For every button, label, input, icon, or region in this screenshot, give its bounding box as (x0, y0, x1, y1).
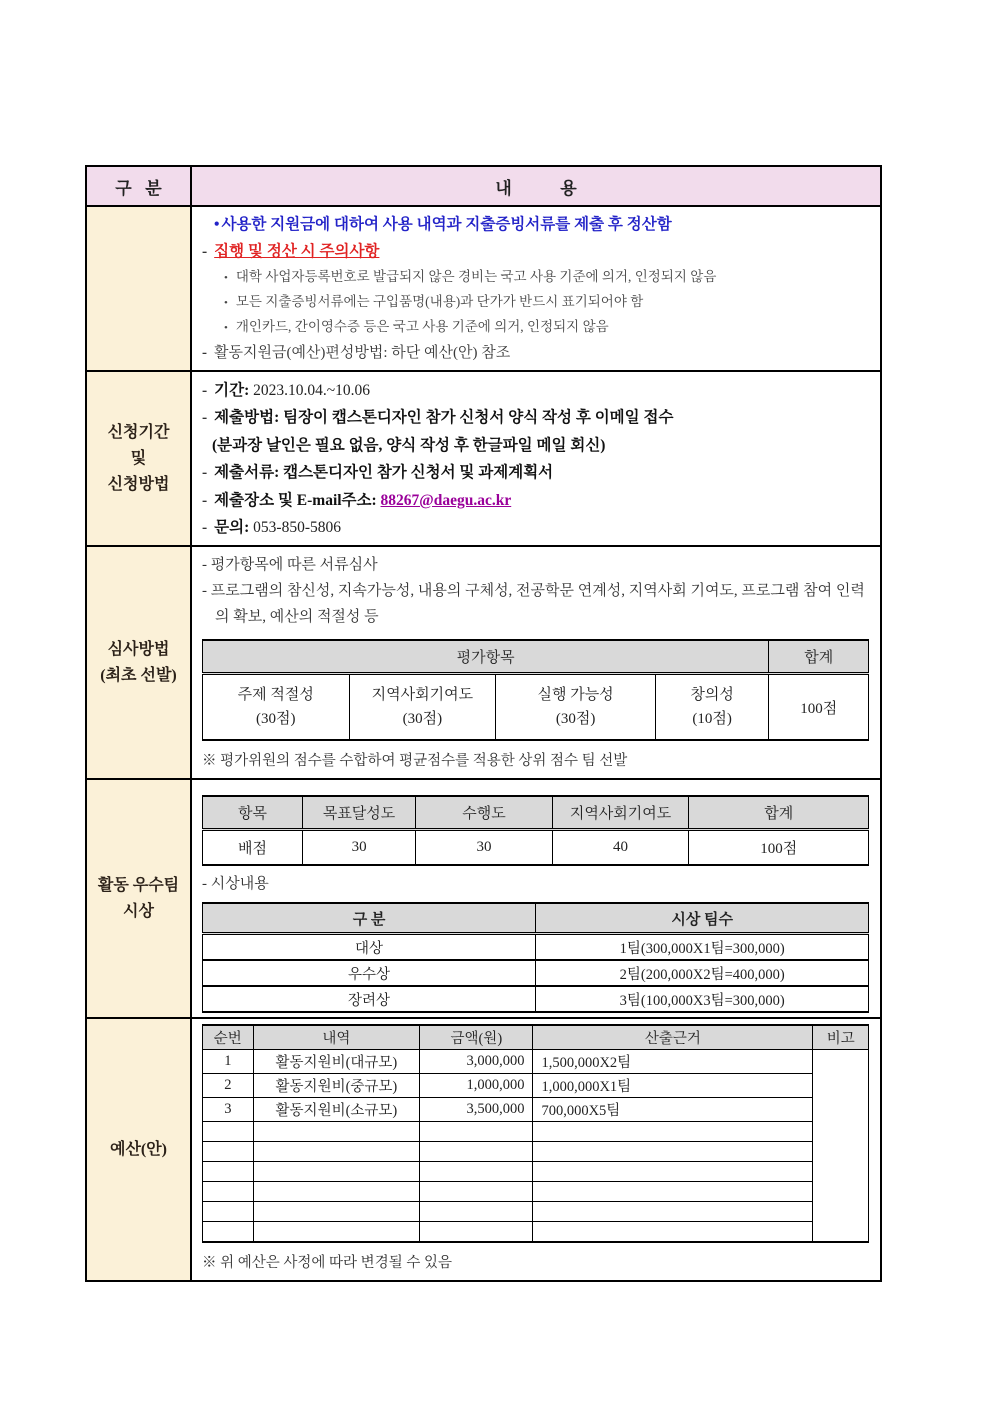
budget-note: ※ 위 예산은 사정에 따라 변경될 수 있음 (202, 1255, 452, 1272)
caution-title: 집행 및 정산 시 주의사항 (214, 243, 380, 260)
row-application (86, 371, 881, 546)
header-gubun: 구 분 (86, 166, 191, 206)
budget-remark-cell (813, 1050, 869, 1243)
eval-cell: 주제 적절성 (30점) (203, 674, 350, 741)
eval-items-header: 평가항목 (203, 640, 769, 674)
period-line: - 기간: 2023.10.04.~10.06 (202, 382, 371, 399)
evaluation-bullet: - 프로그램의 참신성, 지속가능성, 내용의 구체성, 전공학문 연계성, 지역사회 기여도, 프로그램 참여 인력의 확보, 예산의 적절성 등 (202, 583, 865, 626)
table-header-row: 항목 목표달성도 수행도 지역사회기여도 합계 (203, 796, 869, 830)
row-award-label: 활동 우수팀 시상 (86, 779, 191, 1018)
row-application-label: 신청기간 및 신청방법 (86, 371, 191, 546)
score-weight-table (202, 795, 869, 866)
row-settlement-content (191, 206, 881, 371)
caution-item: • 대학 사업자등록번호로 발급되지 않은 경비는 국고 사용 기준에 의거, 인정되지 않음 (224, 269, 717, 284)
table-header-row (203, 640, 869, 674)
award-table (202, 902, 869, 1013)
table-row: 장려상 3팀(100,000X3팀=300,000) (203, 986, 869, 1012)
caution-title-line: - 집행 및 정산 시 주의사항 (202, 243, 380, 260)
caution-item: • 모든 지출증빙서류에는 구입품명(내용)과 단가가 반드시 표기되어야 함 (224, 294, 644, 309)
evaluation-criteria-table (202, 639, 869, 741)
row-evaluation-content (191, 546, 881, 779)
table-row: 우수상 2팀(200,000X2팀=400,000) (203, 960, 869, 986)
submit-docs-line: - 제출서류: 캡스톤디자인 참가 신청서 및 과제계획서 (202, 464, 554, 482)
document-table (85, 165, 882, 1282)
bullet-icon: • (224, 297, 228, 309)
budget-empty-row (203, 1162, 869, 1182)
eval-cell: 창의성 (10점) (656, 674, 769, 741)
row-settlement (86, 206, 881, 371)
table-row: 배점 30 30 40 100점 (203, 830, 869, 866)
bullet-icon: • (224, 272, 228, 284)
budget-empty-row (203, 1202, 869, 1222)
budget-empty-row (203, 1122, 869, 1142)
budget-empty-row (203, 1222, 869, 1243)
budget-row: 1 활동지원비(대규모) 3,000,000 1,500,000X2팀 (203, 1050, 869, 1074)
table-header-row: 구 분 시상 팀수 (203, 903, 869, 934)
budget-row: 2 활동지원비(중규모) 1,000,000 1,000,000X1팀 (203, 1074, 869, 1098)
row-application-content (191, 371, 881, 546)
eval-cell: 실행 가능성 (30점) (496, 674, 656, 741)
caution-item: • 개인카드, 간이영수증 등은 국고 사용 기준에 의거, 인정되지 않음 (224, 319, 609, 334)
row-budget-content (191, 1018, 881, 1281)
budget-row: 3 활동지원비(소규모) 3,500,000 700,000X5팀 (203, 1098, 869, 1122)
evaluation-bullet: - 평가항목에 따른 서류심사 (202, 557, 378, 574)
row-evaluation (86, 546, 881, 779)
row-evaluation-label: 심사방법 (최초 선발) (86, 546, 191, 779)
settlement-summary-line: • 사용한 지원금에 대하여 사용 내역과 지출증빙서류를 제출 후 정산함 (214, 216, 672, 233)
submit-method-note-line: (분과장 날인은 필요 없음, 양식 작성 후 한글파일 메일 회신) (212, 436, 606, 454)
eval-total-cell: 100점 (769, 674, 869, 741)
budget-empty-row (203, 1142, 869, 1162)
email-link[interactable]: 88267@daegu.ac.kr (380, 491, 512, 509)
row-settlement-label (86, 206, 191, 371)
header-naeyong: 내 용 (191, 166, 881, 206)
bullet-icon: • (214, 216, 220, 233)
table-row (203, 674, 869, 741)
submit-address-line: - 제출장소 및 E-mail주소: 88267@daegu.ac.kr (202, 491, 512, 509)
table-row: 대상 1팀(300,000X1팀=300,000) (203, 934, 869, 961)
row-award-content (191, 779, 881, 1018)
table-header-row: 순번 내역 금액(원) 산출근거 비고 (203, 1025, 869, 1050)
budget-empty-row (203, 1182, 869, 1202)
bullet-icon: • (224, 322, 228, 334)
row-award (86, 779, 881, 1018)
row-budget-label: 예산(안) (86, 1018, 191, 1281)
row-budget (86, 1018, 881, 1281)
submit-method-line: - 제출방법: 팀장이 캡스톤디자인 참가 신청서 양식 작성 후 이메일 접수 (202, 409, 674, 427)
budget-table (202, 1024, 869, 1243)
award-subtitle: - 시상내용 (202, 876, 269, 893)
header-row (86, 166, 881, 206)
eval-cell: 지역사회기여도 (30점) (349, 674, 496, 741)
contact-line: - 문의: 053-850-5806 (202, 519, 341, 537)
budget-method-line: - 활동지원금(예산)편성방법: 하단 예산(안) 참조 (202, 345, 511, 361)
eval-total-header: 합계 (769, 640, 869, 674)
evaluation-note: ※ 평가위원의 점수를 수합하여 평균점수를 적용한 상위 점수 팀 선발 (202, 753, 628, 770)
